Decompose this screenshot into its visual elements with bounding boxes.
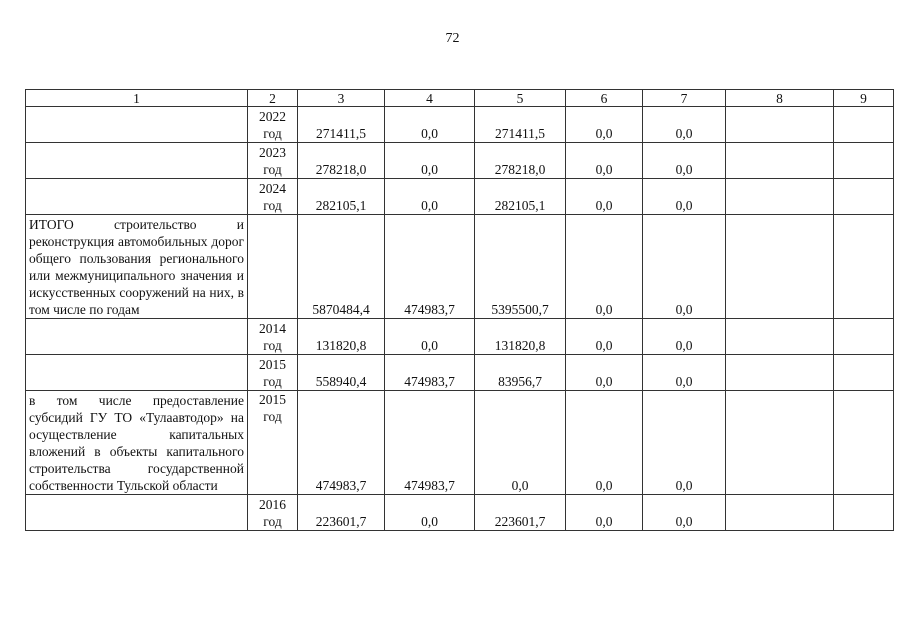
cell-col5: 0,0	[475, 391, 566, 495]
row-description: в том числе предоставление субсидий ГУ ТО «Тулаавтодор» на осуществление капитальных вложений в объекты капитального строительства государственной собственности Тульской области	[26, 391, 248, 495]
row-year	[248, 355, 298, 391]
cell-total: 223601,7	[298, 495, 385, 531]
row-year	[248, 143, 298, 179]
cell-col9	[834, 143, 894, 179]
row-year	[248, 319, 298, 355]
cell-col9	[834, 107, 894, 143]
cell-col7: 0,0	[643, 179, 726, 215]
cell-col7: 0,0	[643, 319, 726, 355]
year-value: 2023	[259, 145, 286, 160]
cell-total: 474983,7	[298, 391, 385, 495]
row-year	[248, 215, 298, 319]
cell-col7: 0,0	[643, 215, 726, 319]
year-value: 2022	[259, 109, 286, 124]
year-value: 2016	[259, 497, 286, 512]
row-year	[248, 179, 298, 215]
column-header-1: 1	[26, 90, 248, 107]
year-unit: год	[263, 162, 282, 177]
column-header-8: 8	[726, 90, 834, 107]
table-row-subsidy	[26, 391, 894, 495]
cell-col8	[726, 355, 834, 391]
cell-col7: 0,0	[643, 495, 726, 531]
cell-col4: 474983,7	[385, 355, 475, 391]
cell-col8	[726, 107, 834, 143]
cell-col8	[726, 143, 834, 179]
cell-col9	[834, 215, 894, 319]
column-header-7: 7	[643, 90, 726, 107]
cell-col4: 474983,7	[385, 215, 475, 319]
cell-col7: 0,0	[643, 355, 726, 391]
cell-col8	[726, 495, 834, 531]
cell-col5: 271411,5	[475, 107, 566, 143]
cell-total: 282105,1	[298, 179, 385, 215]
cell-col5: 83956,7	[475, 355, 566, 391]
table-row	[26, 179, 894, 215]
cell-col5: 5395500,7	[475, 215, 566, 319]
cell-col6: 0,0	[566, 215, 643, 319]
column-header-3: 3	[298, 90, 385, 107]
year-value: 2015	[259, 392, 286, 407]
cell-col9	[834, 179, 894, 215]
cell-total: 271411,5	[298, 107, 385, 143]
cell-col9	[834, 355, 894, 391]
year-unit: год	[263, 338, 282, 353]
cell-total: 278218,0	[298, 143, 385, 179]
cell-col4: 0,0	[385, 319, 475, 355]
cell-col4: 474983,7	[385, 391, 475, 495]
column-header-6: 6	[566, 90, 643, 107]
year-unit: год	[263, 409, 282, 424]
cell-col9	[834, 495, 894, 531]
row-description	[26, 355, 248, 391]
cell-col7: 0,0	[643, 143, 726, 179]
year-unit: год	[263, 126, 282, 141]
row-description: ИТОГО строительство и реконструкция автомобильных дорог общего пользования регионального или межмуниципального значения и искусственных сооружений на них, в том числе по годам	[26, 215, 248, 319]
row-description	[26, 495, 248, 531]
page-number: 72	[445, 31, 460, 46]
cell-col8	[726, 391, 834, 495]
cell-col6: 0,0	[566, 355, 643, 391]
budget-table	[25, 89, 894, 531]
cell-total: 131820,8	[298, 319, 385, 355]
table-row	[26, 355, 894, 391]
year-unit: год	[263, 374, 282, 389]
cell-col6: 0,0	[566, 179, 643, 215]
row-year	[248, 107, 298, 143]
table-row	[26, 495, 894, 531]
cell-col8	[726, 215, 834, 319]
row-description	[26, 179, 248, 215]
column-header-9: 9	[834, 90, 894, 107]
column-header-2: 2	[248, 90, 298, 107]
year-value: 2024	[259, 181, 286, 196]
table-row	[26, 143, 894, 179]
table-row-total	[26, 215, 894, 319]
year-unit: год	[263, 514, 282, 529]
row-year	[248, 391, 298, 495]
cell-col4: 0,0	[385, 143, 475, 179]
cell-col4: 0,0	[385, 179, 475, 215]
year-value: 2014	[259, 321, 286, 336]
column-header-4: 4	[385, 90, 475, 107]
row-description	[26, 143, 248, 179]
cell-total: 5870484,4	[298, 215, 385, 319]
cell-col6: 0,0	[566, 495, 643, 531]
column-number-header-row	[26, 90, 894, 107]
row-description	[26, 107, 248, 143]
cell-col5: 223601,7	[475, 495, 566, 531]
column-header-5: 5	[475, 90, 566, 107]
cell-col4: 0,0	[385, 107, 475, 143]
cell-col8	[726, 319, 834, 355]
cell-col5: 282105,1	[475, 179, 566, 215]
cell-col9	[834, 319, 894, 355]
cell-col5: 131820,8	[475, 319, 566, 355]
cell-col7: 0,0	[643, 391, 726, 495]
cell-col9	[834, 391, 894, 495]
year-value: 2015	[259, 357, 286, 372]
cell-col6: 0,0	[566, 143, 643, 179]
cell-col4: 0,0	[385, 495, 475, 531]
table-row	[26, 107, 894, 143]
year-unit: год	[263, 198, 282, 213]
row-description	[26, 319, 248, 355]
cell-col6: 0,0	[566, 391, 643, 495]
cell-col6: 0,0	[566, 319, 643, 355]
cell-total: 558940,4	[298, 355, 385, 391]
table-row	[26, 319, 894, 355]
cell-col8	[726, 179, 834, 215]
cell-col6: 0,0	[566, 107, 643, 143]
cell-col5: 278218,0	[475, 143, 566, 179]
row-year	[248, 495, 298, 531]
cell-col7: 0,0	[643, 107, 726, 143]
